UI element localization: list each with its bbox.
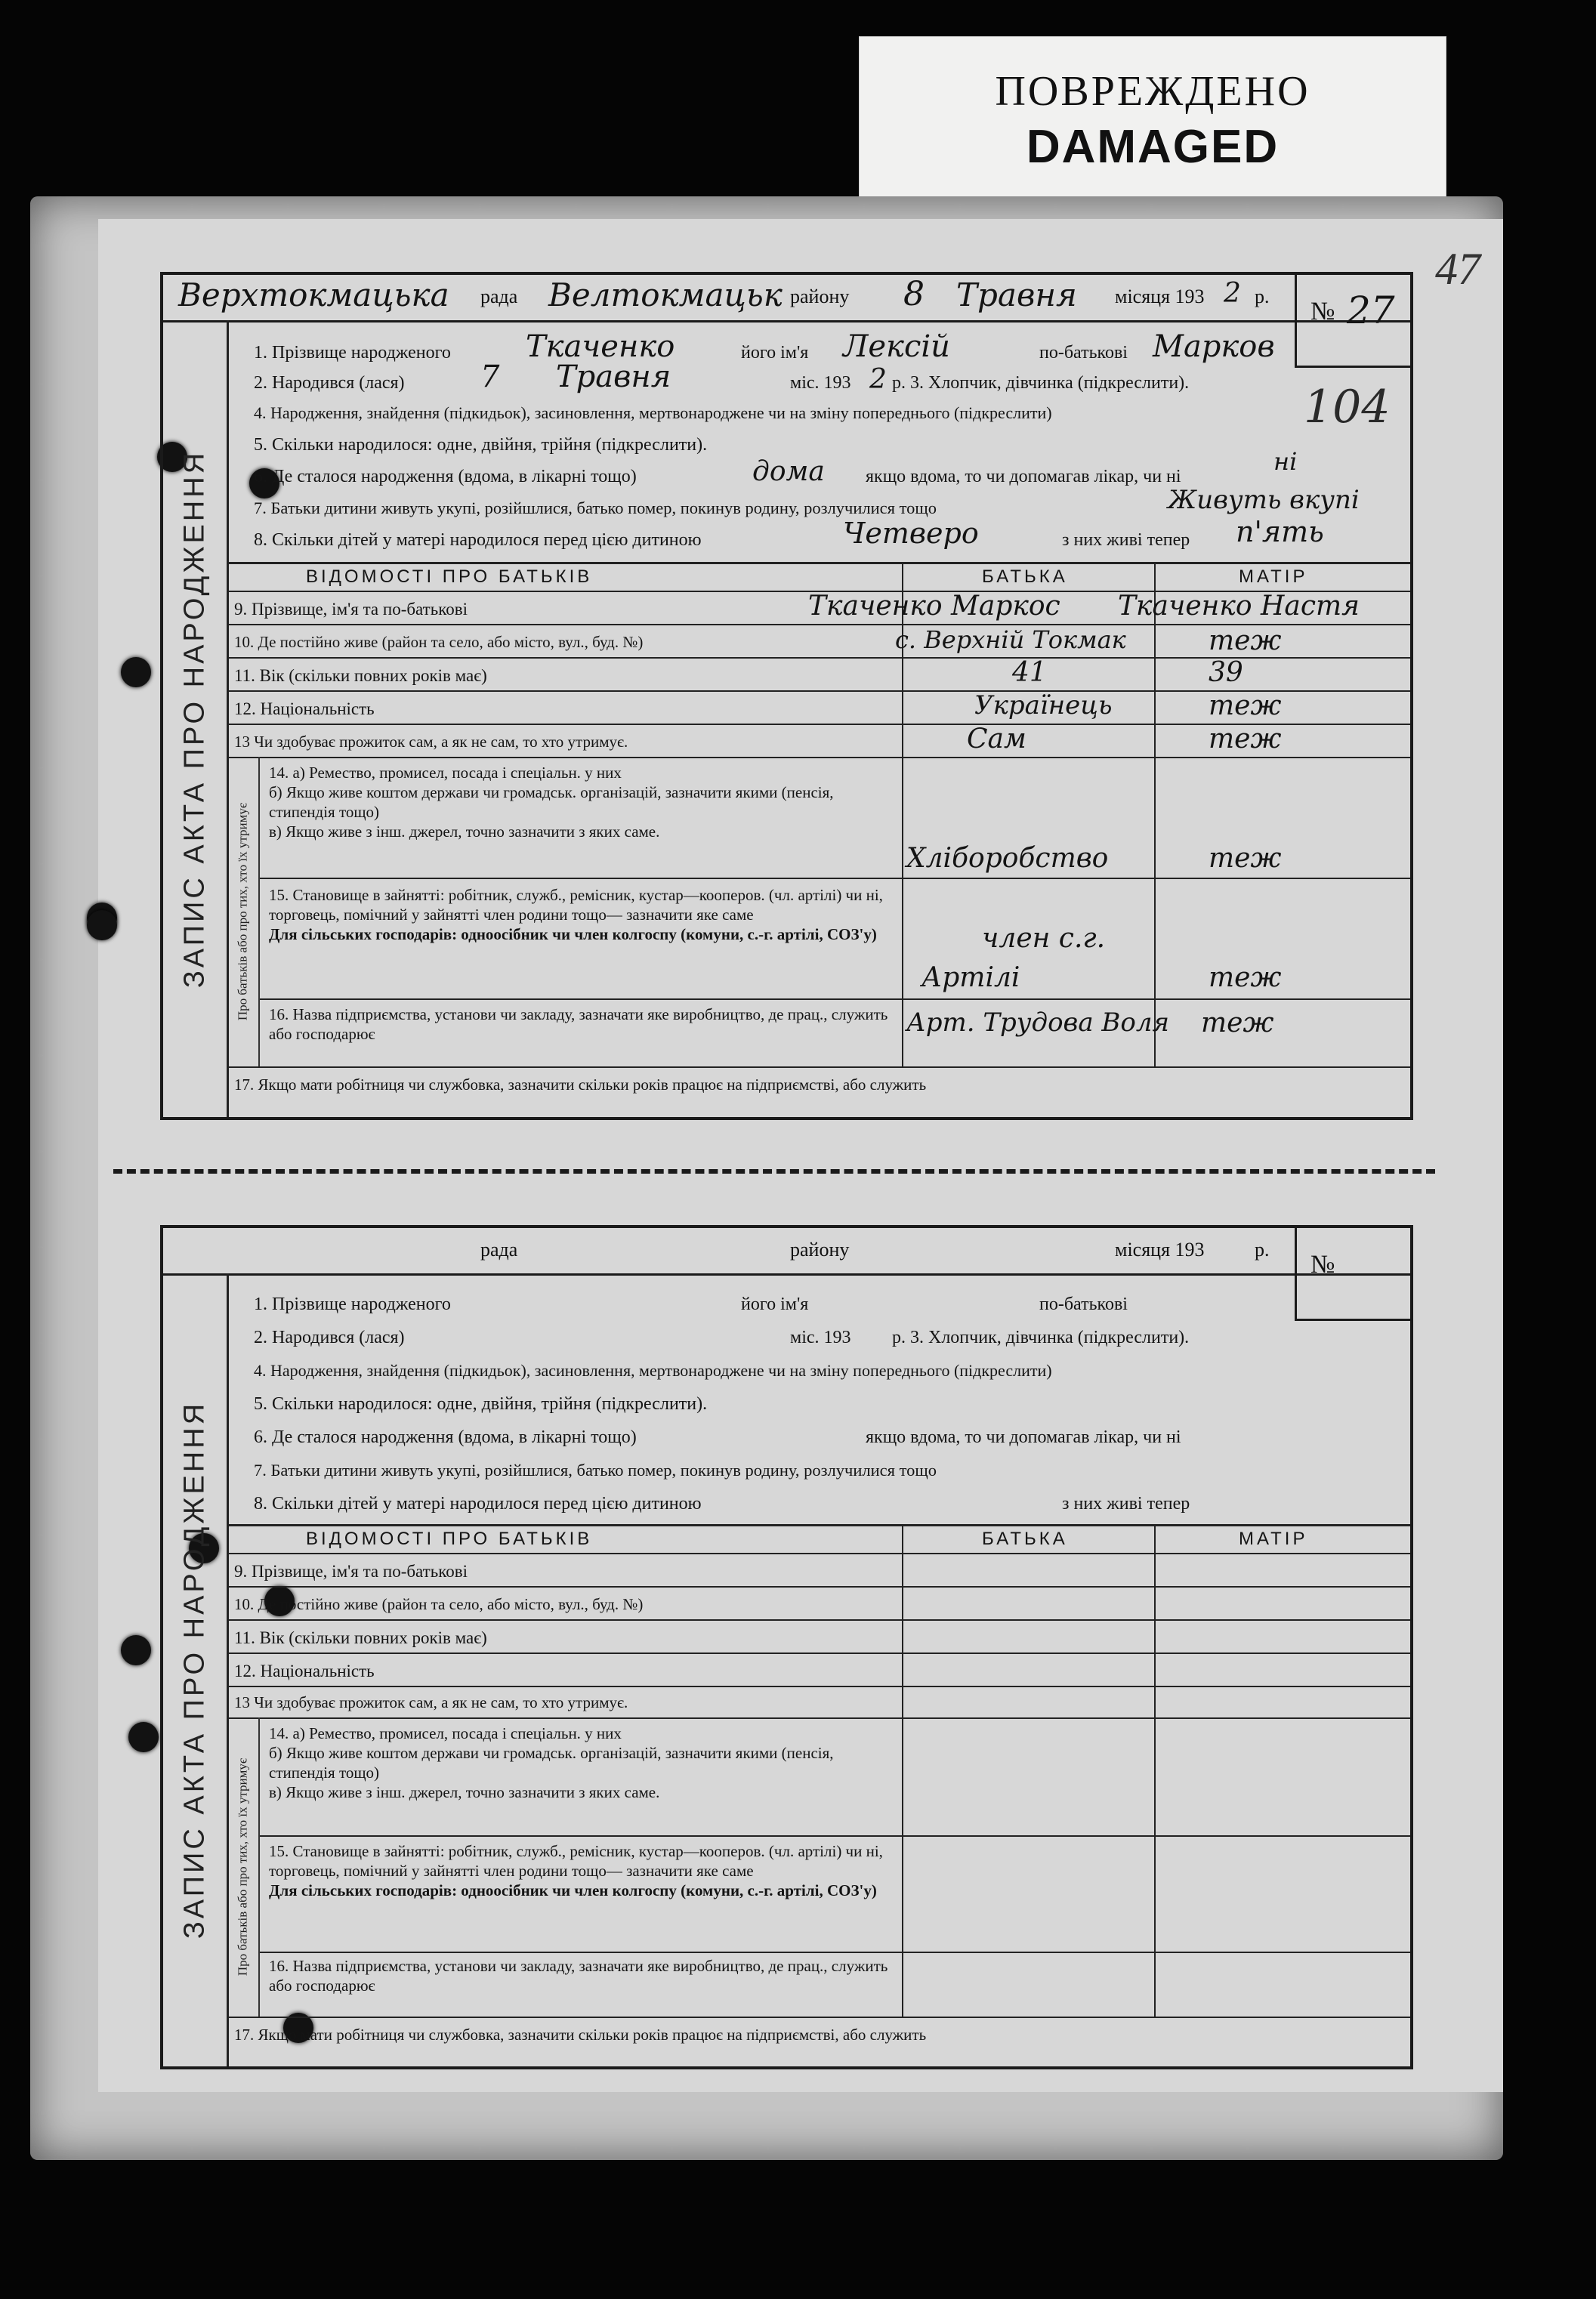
hw-father-trade: Хліборобство [906,843,1109,874]
record-number-box [1295,1228,1410,1321]
sidebar-title: ЗАПИС АКТА ПРО НАРОДЖЕННЯ [178,1400,211,1939]
label-row-15b: Для сільських господарів: одноосібник чи член колгоспу (комуни, с.-г. артілі, СОЗ'у) [269,925,877,943]
hw-father-age: 41 [1012,657,1047,688]
label-no: № [1310,1251,1335,1279]
label-row-14b: б) Якщо живе коштом держави чи громадськ. організацій, зазначити якими (пенсія, стипендія тощо) [269,1744,834,1782]
binding-hole [121,1635,151,1665]
label-row-14b: б) Якщо живе коштом держави чи громадськ. організацій, зазначити якими (пенсія, стипендія тощо) [269,783,834,821]
label-row-14a: 14. а) Ремество, промисел, посада і спеціальн. у них [269,764,622,782]
record-sidebar [163,320,229,1117]
line-5: 5. Скільки народилося: одне, двійня, трійня (підкреслити). [254,435,708,455]
line-5: 5. Скільки народилося: одне, двійня, трійня (підкреслити). [254,1394,708,1414]
damaged-ru-text: ПОВРЕЖДЕНО [995,68,1310,115]
label-children-before: 8. Скільки дітей у матері народилося перед цією дитиною [254,1494,702,1514]
label-row-10: 10. Де постійно живе (район та село, або місто, вул., буд. №) [234,1595,644,1613]
label-name: його ім'я [741,1295,809,1314]
label-row-9: 9. Прізвище, ім'я та по-батькові [234,600,468,619]
hw-mother-name: Ткаченко Настя [1118,591,1360,622]
hw-month: Травня [956,276,1077,313]
hw-father-name: Ткаченко Маркос [808,591,1060,622]
table-rule [227,1066,1410,1068]
binding-hole [87,910,117,940]
label-row-15a: 15. Становище в зайнятті: робітник, служб., ремісник, кустар—кооперов. (чл. артілі) чи ні, торговець, помічний у зайнятті член родини тощо— зазначити яке саме [269,1842,883,1880]
binding-hole [128,1722,159,1752]
header-mother: МАТІР [1239,1529,1308,1549]
label-row-14 [269,1723,896,1802]
label-row-15 [269,885,896,944]
label-raion: району [790,1239,850,1261]
header-info: ВІДОМОСТІ ПРО БАТЬКІВ [306,566,593,587]
hw-margin-note: 104 [1304,381,1391,434]
label-r: р. [1255,1239,1270,1261]
label-born-month: міс. 193 [790,1328,851,1347]
hw-father-support: Сам [967,724,1026,755]
table-rule [1154,1524,1156,2017]
label-row-16 [269,1956,896,1995]
label-row-16-text: 16. Назва підприємства, установи чи закладу, зазначати яке виробництво, де прац., служить або господарює [269,1957,888,1995]
label-born: 2. Народився (лася) [254,1328,405,1347]
table-rule [258,1952,1410,1953]
label-row-14c: в) Якщо живе з інш. джерел, точно зазначити з яких саме. [269,822,660,841]
hw-mother-status: теж [1209,962,1282,993]
hw-children-before: Четверо [843,517,979,550]
table-rule [227,1524,1410,1526]
hw-patronymic: Марков [1153,329,1275,364]
parents-table [227,562,1410,1117]
label-row-14a: 14. а) Ремество, промисел, посада і спеціальн. у них [269,1724,622,1742]
hw-day: 8 [903,275,925,313]
hw-record-number: 27 [1347,289,1395,332]
label-row-15 [269,1841,896,1900]
record-sidebar [163,1273,229,2066]
table-rule [227,757,1410,758]
hw-year-digit: 2 [1224,278,1241,309]
label-row-14c: в) Якщо живе з інш. джерел, точно зазначити з яких саме. [269,1783,660,1801]
line-4: 4. Народження, знайдення (підкидьок), засиновлення, мертвонароджене чи на зміну попереднього (підкреслити) [254,403,1052,422]
label-row-12: 12. Національність [234,1662,375,1680]
label-row-14 [269,763,896,841]
table-rule [258,998,1410,1000]
label-row-17: 17. Якщо мати робітниця чи службовка, зазначити скільки років працює на підприємстві, або служить [234,1075,927,1094]
label-surname: 1. Прізвище народженого [254,343,451,363]
label-row-12: 12. Національність [234,699,375,718]
label-where-born: 6. Де сталося народження (вдома, в лікарні тощо) [254,467,637,486]
subsidebar [227,757,260,1066]
hw-surname: Ткаченко [526,329,675,364]
subsidebar-text: Про батьків або про тих, хто їх утримує [235,802,250,1021]
birth-record-blank [160,1225,1413,2069]
label-gender: р. 3. Хлопчик, дівчинка (підкреслити). [892,373,1190,393]
hw-father-status-2: Артілі [921,962,1020,993]
label-where-born: 6. Де сталося народження (вдома, в лікарні тощо) [254,1427,637,1447]
record-header [163,1228,1410,1276]
hw-birth-day: 7 [480,360,500,394]
label-alive-now: з них живі тепер [1062,530,1190,550]
hw-mother-trade: теж [1209,843,1282,874]
hw-father-status-1: член с.г. [982,923,1106,954]
label-row-15a: 15. Становище в зайнятті: робітник, служб., ремісник, кустар—кооперов. (чл. артілі) чи ні, торговець, помічний у зайнятті член родини тощо— зазначити яке саме [269,886,883,924]
line-7: 7. Батьки дитини живуть укупі, розійшлися, батько помер, покинув родину, розлучилися тощо [254,1461,937,1480]
line-7: 7. Батьки дитини живуть укупі, розійшлися, батько помер, покинув родину, розлучилися тощо [254,498,937,517]
table-rule [227,1586,1410,1588]
hw-rada-name: Верхтокмацька [178,276,449,313]
hw-raion-name: Велтокмацьк [548,276,783,313]
label-r: р. [1255,285,1270,307]
header-father: БАТЬКА [982,566,1068,587]
hw-doctor: ні [1273,447,1298,476]
subsidebar-text: Про батьків або про тих, хто їх утримує [235,1757,250,1977]
table-rule [227,1686,1410,1687]
hw-mother-age: 39 [1209,657,1243,688]
label-row-15b: Для сільських господарів: одноосібник чи член колгоспу (комуни, с.-г. артілі, СОЗ'у) [269,1881,877,1899]
label-children-before: 8. Скільки дітей у матері народилося перед цією дитиною [254,530,702,550]
table-rule [227,562,1410,564]
page-number: 47 [1435,244,1480,294]
label-doctor: якщо вдома, то чи допомагав лікар, чи ні [866,467,1181,486]
hw-mother-org: теж [1201,1008,1274,1038]
label-row-16 [269,1004,896,1044]
sidebar-title: ЗАПИС АКТА ПРО НАРОДЖЕННЯ [178,449,211,988]
damaged-en-text: DAMAGED [1026,121,1280,173]
label-doctor: якщо вдома, то чи допомагав лікар, чи ні [866,1427,1181,1447]
label-born: 2. Народився (лася) [254,373,405,393]
label-row-10: 10. Де постійно живе (район та село, або місто, вул., буд. №) [234,633,644,651]
record-number-box [1295,275,1410,368]
table-rule [227,2017,1410,2018]
hw-alive-now: п'ять [1236,515,1324,548]
subsidebar [227,1717,260,2017]
hw-birth-year-digit: 2 [869,364,887,395]
label-row-11: 11. Вік (скільки повних років має) [234,666,487,685]
label-surname: 1. Прізвище народженого [254,1295,451,1314]
header-info: ВІДОМОСТІ ПРО БАТЬКІВ [306,1529,593,1549]
damaged-stamp-label [859,36,1446,213]
label-misiatsia: місяця 193 [1115,1239,1205,1261]
label-patronymic: по-батькові [1039,343,1128,363]
table-rule [258,1835,1410,1837]
hw-father-org: Арт. Трудова Воля [906,1008,1170,1038]
hw-father-nat: Українець [974,690,1113,721]
label-rada: рада [480,285,518,307]
hw-mother-nat: теж [1209,690,1282,721]
record-header [163,275,1410,322]
table-rule [227,1619,1410,1621]
hw-birth-month: Травня [556,360,671,394]
table-rule [227,1553,1410,1554]
label-row-13: 13 Чи здобуває прожиток сам, а як не сам, то хто утримує. [234,733,628,751]
table-rule [227,1717,1410,1719]
label-no: № [1310,298,1335,326]
label-misiatsia: місяця 193 [1115,285,1205,307]
label-row-16-text: 16. Назва підприємства, установи чи закладу, зазначати яке виробництво, де прац., служить або господарює [269,1005,888,1043]
header-mother: МАТІР [1239,566,1308,587]
binding-hole [121,657,151,687]
table-rule [227,1653,1410,1654]
label-row-13: 13 Чи здобуває прожиток сам, а як не сам, то хто утримує. [234,1693,628,1711]
parents-table [227,1524,1410,2066]
label-patronymic: по-батькові [1039,1295,1128,1314]
label-row-17: 17. Якщо мати робітниця чи службовка, зазначити скільки років працює на підприємстві, або служить [234,2026,927,2044]
table-rule [258,878,1410,879]
label-gender: р. 3. Хлопчик, дівчинка (підкреслити). [892,1328,1190,1347]
cut-line [113,1169,1435,1174]
label-alive-now: з них живі тепер [1062,1494,1190,1514]
table-rule [902,1524,903,2017]
label-raion: району [790,285,850,307]
hw-mother-support: теж [1209,724,1282,755]
label-row-11: 11. Вік (скільки повних років має) [234,1628,487,1647]
hw-name: Лексій [843,329,950,364]
hw-mother-address: теж [1209,625,1282,656]
label-row-9: 9. Прізвище, ім'я та по-батькові [234,1562,468,1581]
hw-where-born: дома [752,456,825,487]
header-father: БАТЬКА [982,1529,1068,1549]
birth-record-filled [160,272,1413,1120]
label-name: його ім'я [741,343,809,363]
line-1 [254,343,451,363]
label-born-month: міс. 193 [790,373,851,393]
hw-parents-status: Живуть вкупі [1168,485,1360,515]
line-4: 4. Народження, знайдення (підкидьок), засиновлення, мертвонароджене чи на зміну попереднього (підкреслити) [254,1361,1052,1380]
hw-father-address: с. Верхній Токмак [895,625,1126,654]
table-rule [1154,562,1156,1066]
label-rada: рада [480,1239,518,1261]
